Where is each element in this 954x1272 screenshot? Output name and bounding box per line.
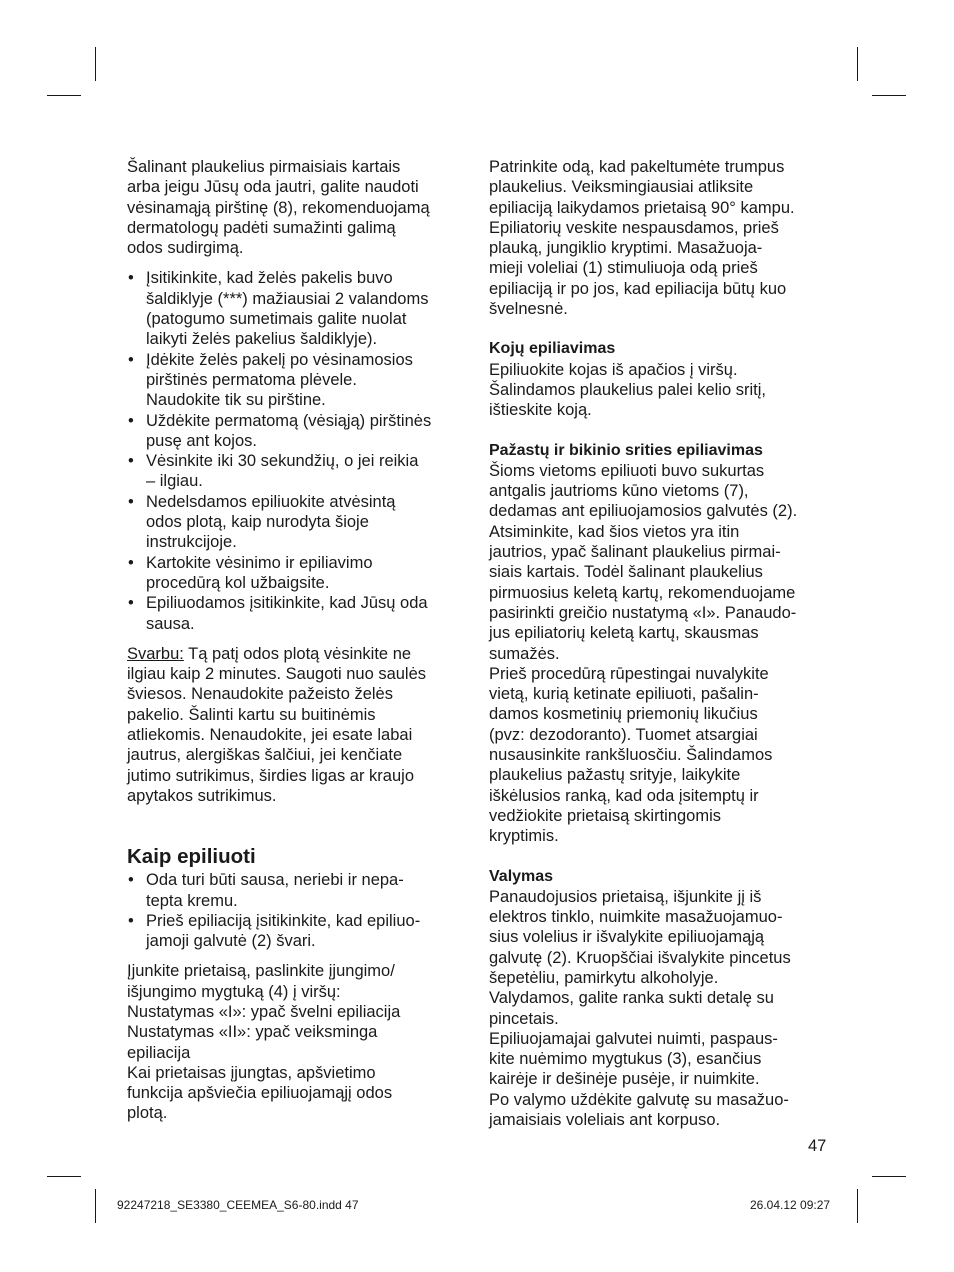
text-line: procedūrą kol užbaigsite. [146, 573, 330, 592]
important-label: Svarbu: [127, 644, 184, 663]
text-line: laikyti želės pakelius šaldiklyje). [146, 330, 378, 349]
text-line: • Uždėkite permatomą (vėsiąją) pirštinės [146, 411, 432, 430]
text-line: šaldiklyje (***) mažiausiai 2 valandoms [146, 289, 429, 308]
spacer [127, 258, 467, 268]
text-line: vedžiokite prietaisą skirtingomis [489, 806, 722, 825]
text-line: elektros tinklo, nuimkite masažuojamuo- [489, 908, 783, 927]
text-line: Prieš procedūrą rūpestingai nuvalykite [489, 664, 769, 683]
switch-on-paragraph [127, 961, 467, 1123]
crop-mark-top-right-vertical [857, 47, 858, 81]
text-line: plauką, jungiklio kryptimi. Masažuoja- [489, 239, 763, 258]
list-item [127, 553, 467, 594]
text-line: dedamas ant epiliuojamosios galvutės (2). [489, 502, 798, 521]
list-item [127, 492, 467, 553]
text-line: pasirinkti greičio nustatymą «I». Panaudo- [489, 603, 797, 622]
text-line: Po valymo uždėkite galvutę su masažuo- [489, 1090, 789, 1109]
text-line: siais kartais. Todėl šalinant plaukelius [489, 563, 763, 582]
text-line: nusausinkite rankšluosčiu. Šalindamos [489, 746, 773, 765]
text-line: pusę ant kojos. [146, 431, 257, 450]
text-line: Šalinant plaukelius pirmaisiais kartais [127, 158, 401, 176]
text-line: Naudokite tik su pirštine. [146, 391, 326, 410]
text-line [127, 644, 467, 664]
text-line: Kai prietaisas įjungtas, apšvietimo [127, 1063, 376, 1082]
right-column [489, 157, 834, 1130]
text-line: plotą. [127, 1104, 168, 1123]
footer-file-info: 92247218_SE3380_CEEMEA_S6-80.indd 47 [117, 1198, 359, 1212]
text-line: • Oda turi būti sausa, neriebi ir nepa- [146, 871, 404, 890]
text-line: Patrinkite odą, kad pakeltumėte trumpus [489, 158, 785, 176]
text-line: jutimo sutrikimus, širdies ligas ar kraujo [127, 766, 415, 785]
text-line: • Įdėkite želės pakelį po vėsinamosios [146, 350, 413, 369]
crop-mark-bottom-left-horizontal [47, 1176, 81, 1177]
text-line: arba jeigu Jūsų oda jautri, galite naudoti [127, 178, 419, 197]
text-line: (patogumo sumetimais galite nuolat [146, 310, 407, 329]
text-line: sausa. [146, 614, 195, 633]
text-line: ilgiau kaip 2 minutes. Saugoti nuo saulės [127, 665, 427, 684]
text-line: pakelio. Šalinti kartu su buitinėmis [127, 705, 376, 724]
cleaning-paragraph [489, 887, 834, 1131]
text-line: tepta kremu. [146, 891, 238, 910]
leg-epilation-paragraph [489, 360, 834, 421]
text-line: Panaudojusios prietaisą, išjunkite jį iš [489, 887, 762, 906]
underarm-bikini-paragraph [489, 461, 834, 847]
text-line: Epiliatorių veskite nespausdamos, prieš [489, 218, 779, 237]
text-line: kryptimis. [489, 827, 559, 846]
text-line: atliekomis. Nenaudokite, jei esate labai [127, 726, 413, 745]
text-line: ištieskite koją. [489, 401, 592, 420]
technique-paragraph [489, 157, 834, 319]
text-line: jamaisiais voleliais ant korpuso. [489, 1111, 721, 1130]
crop-mark-top-left-vertical [95, 47, 96, 81]
text-line: pirštinės permatoma plėvele. [146, 370, 357, 389]
text-line: Valydamos, galite ranka sukti detalę su [489, 989, 774, 1008]
important-first-line: Tą patį odos plotą vėsinkite ne [183, 644, 412, 663]
list-item [127, 268, 467, 349]
text-line: pincetais. [489, 1009, 559, 1028]
spacer [127, 634, 467, 644]
list-item [127, 593, 467, 634]
text-line: iškėlusios ranką, kad oda įsitemptų ir [489, 786, 759, 805]
text-line: • Įsitikinkite, kad želės pakelis buvo [146, 269, 393, 288]
text-line: jautrus, alergiškas šalčiui, jei kenčiate [127, 746, 403, 765]
list-item [127, 350, 467, 411]
text-line: • Kartokite vėsinimo ir epiliavimo [146, 553, 373, 572]
text-line: Šalindamos plaukelius palei kelio sritį, [489, 380, 766, 399]
spacer [127, 951, 467, 961]
text-line: epiliacija [127, 1043, 191, 1062]
text-line: Epiliuojamajai galvutei nuimti, paspaus- [489, 1029, 778, 1048]
text-line: jus epiliatorių keletą kartų, skausmas [489, 624, 759, 643]
text-line: damos kosmetinių priemonių likučius [489, 705, 758, 724]
spacer [127, 806, 467, 844]
text-line: funkcija apšviečia epiliuojamąjį odos [127, 1084, 393, 1103]
crop-mark-bottom-left-vertical [95, 1189, 96, 1223]
text-line: (pvz: dezodoranto). Tuomet atsargiai [489, 725, 758, 744]
text-line: vietą, kurią ketinate epiliuoti, pašalin- [489, 685, 759, 704]
text-line: odos plotą, kaip nurodyta šioje [146, 513, 369, 532]
cleaning-heading: Valymas [489, 867, 554, 885]
text-line: kite nuėmimo mygtukus (3), esančius [489, 1050, 762, 1069]
text-line: odos sudirgimą. [127, 239, 244, 258]
text-line: jautrios, ypač šalinant plaukelius pirmai- [489, 543, 781, 562]
crop-mark-top-left-horizontal [47, 95, 81, 96]
how-to-epilate-heading: Kaip epiliuoti [127, 845, 256, 869]
text-line: Nustatymas «I»: ypač švelni epiliacija [127, 1002, 401, 1021]
text-line: Atsiminkite, kad šios vietos yra itin [489, 522, 740, 541]
crop-mark-top-right-horizontal [872, 95, 906, 96]
text-line: sius volelius ir išvalykite epiliuojamąją [489, 928, 765, 947]
page-number: 47 [808, 1137, 827, 1155]
crop-mark-bottom-right-vertical [857, 1189, 858, 1223]
leg-epilation-heading: Kojų epiliavimas [489, 340, 616, 358]
text-line: šepetėliu, pamirkytu alkoholyje. [489, 968, 719, 987]
text-line: pirmuosius keletą kartų, rekomenduojame [489, 583, 796, 602]
text-line: epiliaciją laikydamos prietaisą 90° kampu. [489, 198, 795, 217]
text-line: jamoji galvutė (2) švari. [146, 932, 316, 951]
footer-timestamp: 26.04.12 09:27 [750, 1198, 831, 1212]
text-line: mieji voleliai (1) stimuliuoja odą prieš [489, 259, 758, 278]
cooling-steps-list [127, 268, 467, 633]
text-line: švelnesnė. [489, 300, 568, 319]
glove-intro-paragraph [127, 157, 467, 258]
text-line: apytakos sutrikimus. [127, 786, 277, 805]
text-line: sumažės. [489, 644, 560, 663]
list-item [127, 870, 467, 911]
text-line: • Prieš epiliaciją įsitikinkite, kad epiliuo- [146, 911, 421, 930]
text-line: antgalis jautrioms kūno vietoms (7), [489, 482, 749, 501]
text-line: Nustatymas «II»: ypač veiksminga [127, 1023, 378, 1042]
list-item [127, 411, 467, 452]
text-line: kairėje ir dešinėje pusėje, ir nuimkite. [489, 1070, 760, 1089]
left-column [127, 157, 467, 1124]
text-line: galvutę (2). Kruopščiai išvalykite pincetus [489, 948, 791, 967]
text-line: išjungimo mygtuką (4) į viršų: [127, 982, 341, 1001]
preparation-list [127, 870, 467, 951]
text-line: – ilgiau. [146, 472, 203, 491]
text-line: • Vėsinkite iki 30 sekundžių, o jei reikia [146, 452, 419, 471]
spacer [489, 847, 834, 867]
text-line: Įjunkite prietaisą, paslinkite įjungimo/ [127, 962, 395, 981]
text-line: epiliaciją ir po jos, kad epiliacija būtų kuo [489, 279, 787, 298]
important-warning-paragraph [127, 644, 467, 806]
text-line: plaukelius. Veiksmingiausiai atliksite [489, 178, 754, 197]
crop-mark-bottom-right-horizontal [872, 1176, 906, 1177]
text-line: Epiliuokite kojas iš apačios į viršų. [489, 360, 738, 379]
list-item [127, 911, 467, 952]
text-line: • Epiliuodamos įsitikinkite, kad Jūsų oda [146, 594, 428, 613]
spacer [489, 319, 834, 339]
text-line: šviesos. Nenaudokite pažeisto želės [127, 685, 393, 704]
underarm-bikini-heading: Pažastų ir bikinio srities epiliavimas [489, 441, 763, 459]
text-line: • Nedelsdamos epiliuokite atvėsintą [146, 492, 396, 511]
text-line: vėsinamąją pirštinę (8), rekomenduojamą [127, 198, 430, 217]
spacer [489, 421, 834, 441]
text-line: plaukelius pažastų srityje, laikykite [489, 766, 741, 785]
list-item [127, 451, 467, 492]
text-line: Šioms vietoms epiliuoti buvo sukurtas [489, 461, 765, 480]
text-line: dermatologų padėti sumažinti galimą [127, 218, 396, 237]
text-line: instrukcijoje. [146, 533, 237, 552]
